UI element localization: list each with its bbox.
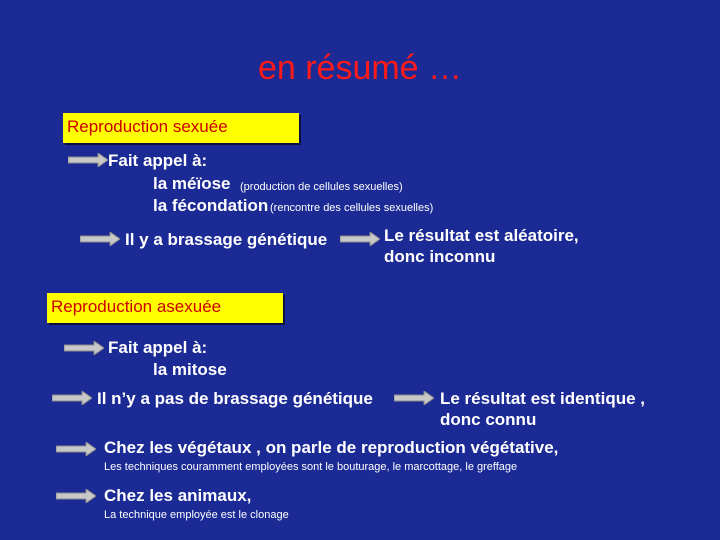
- asexual-reproduction-header: Reproduction asexuée: [47, 293, 283, 323]
- sexual-result-line1: Le résultat est aléatoire,: [384, 226, 579, 245]
- asexual-result-line1: Le résultat est identique ,: [440, 389, 645, 408]
- arrow-icon: [80, 232, 120, 246]
- vegetaux-note: Les techniques couramment employées sont le bouturage, le marcottage, le greffage: [104, 461, 518, 473]
- arrow-icon: [52, 391, 92, 405]
- no-brassage-text: Il n’y a pas de brassage génétique: [97, 389, 373, 408]
- sexual-result-line2: donc inconnu: [384, 247, 496, 266]
- mitose-label: la mitose: [153, 360, 227, 379]
- sexual-fait-appel: Fait appel à:: [108, 151, 208, 170]
- sexual-reproduction-header: Reproduction sexuée: [63, 113, 299, 143]
- asexual-result-line2: donc connu: [440, 410, 537, 429]
- asexual-fait-appel: Fait appel à:: [108, 338, 208, 357]
- arrow-icon: [68, 153, 108, 167]
- fecondation-label: la fécondation: [153, 196, 269, 215]
- arrow-icon: [56, 442, 96, 456]
- arrow-icon: [340, 232, 380, 246]
- arrow-icon: [394, 391, 434, 405]
- arrow-icon: [56, 489, 96, 503]
- slide-title: en résumé …: [257, 49, 463, 87]
- meiose-note: (production de cellules sexuelles): [240, 181, 403, 193]
- vegetaux-text: Chez les végétaux , on parle de reproduction végétative,: [104, 438, 559, 457]
- animaux-text: Chez les animaux,: [104, 486, 252, 505]
- arrow-icon: [64, 341, 104, 355]
- animaux-note: La technique employée est le clonage: [104, 509, 289, 521]
- brassage-text: Il y a brassage génétique: [125, 230, 328, 249]
- fecondation-note: (rencontre des cellules sexuelles): [270, 202, 434, 214]
- meiose-label: la méïose: [153, 174, 231, 193]
